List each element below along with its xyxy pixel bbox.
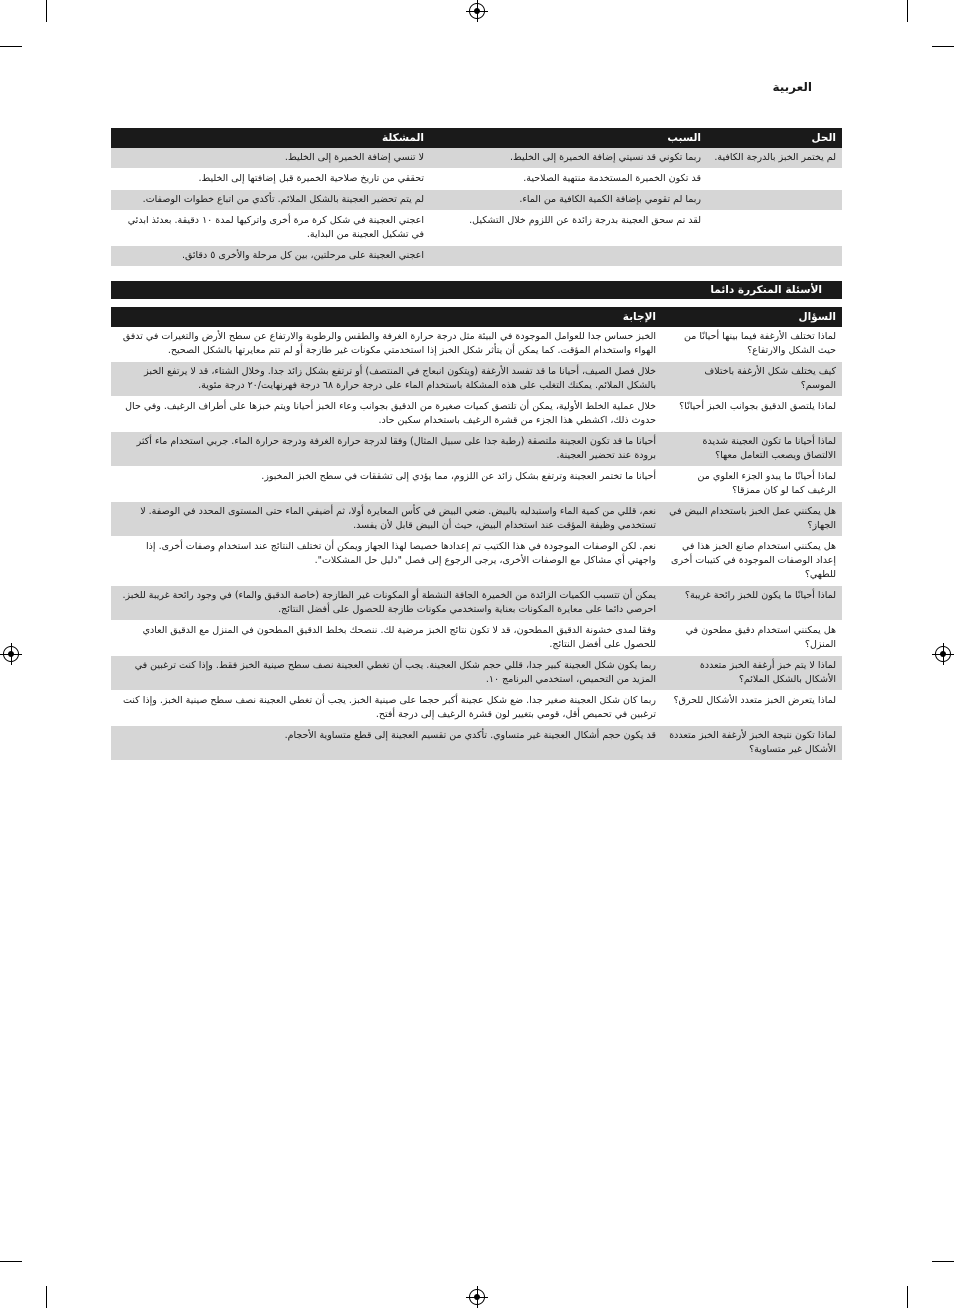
table-row bbox=[111, 467, 842, 502]
table-row bbox=[111, 621, 842, 656]
table-row bbox=[111, 211, 842, 246]
question-cell: لماذا أحيانًا ما يبدو الجزء العلوي من الرغيف كما لو كان ممزقا؟ bbox=[662, 467, 842, 502]
solution-cell bbox=[707, 190, 842, 211]
table-row bbox=[111, 327, 842, 362]
solution-cell bbox=[707, 169, 842, 190]
header-question: السؤال bbox=[662, 307, 842, 327]
faq-section-title bbox=[111, 281, 842, 299]
cause-cell bbox=[430, 246, 707, 267]
question-cell: كيف يختلف شكل الأرغفة باختلاف الموسم؟ bbox=[662, 362, 842, 397]
answer-cell: أحيانا ما تختمر العجينة وترتفع بشكل زائد عن اللزوم، مما يؤدي إلى تشققات في سطح الخبز المخبوز. bbox=[111, 467, 662, 502]
crop-mark bbox=[0, 1261, 22, 1262]
answer-cell: الخبز حساس جدا للعوامل الموجودة في البيئة مثل درجة حرارة الغرفة والطقس والرطوبة والارتفاع عن سطح الأرض والتغيرات في تدفق الهواء واستخدام المؤقت. كما يمكن أن يتأثر شكل الخبز إذا استخدمتي مكونات غير طازجة أو لم تتم معايرتها بالشكل الصحيح. bbox=[111, 327, 662, 362]
problem-cell: اعجني العجينة على مرحلتين، بين كل مرحلة والأخرى ٥ دقائق. bbox=[111, 246, 430, 267]
table-row bbox=[111, 691, 842, 726]
table-row bbox=[111, 537, 842, 586]
answer-cell: ربما يكون شكل العجينة كبير جدا، قللي حجم شكل العجينة. يجب أن تغطي العجينة نصف سطح صينية الخبز فقط. وإذا كنت ترغبين في المزيد من التحميص، استخدمي البرنامج ١٠. bbox=[111, 656, 662, 691]
problem-cell: لا تنسي إضافة الخميرة إلى الخليط. bbox=[111, 148, 430, 169]
question-cell: لماذا أحيانا ما تكون العجينة شديدة الالتصاق ويصعب التعامل معها؟ bbox=[662, 432, 842, 467]
header-solution: الحل bbox=[707, 128, 842, 148]
table-header-row bbox=[111, 128, 842, 148]
question-cell: لماذا يتعرض الخبز متعدد الأشكال للحرق؟ bbox=[662, 691, 842, 726]
table-row bbox=[111, 246, 842, 267]
question-cell: لماذا يلتصق الدقيق بجوانب الخبز أحيانًا؟ bbox=[662, 397, 842, 432]
question-cell: هل يمكنني استخدام دقيق مطحون في المنزل؟ bbox=[662, 621, 842, 656]
registration-mark-icon bbox=[3, 646, 19, 662]
crop-mark bbox=[907, 1286, 908, 1308]
answer-cell: ربما كان شكل العجينة صغير جدا. ضع شكل عجينة أكبر حجما على صينية الخبز. يجب أن تغطي العجينة نصف سطح صينية الخبز. وإذا كنت ترغبين في تحميص أقل، قومي بتغيير لون قشرة الرغيف إلى درجة أفتح. bbox=[111, 691, 662, 726]
answer-cell: خلال عملية الخلط الأولية، يمكن أن تلتصق كميات صغيرة من الدقيق بجوانب وعاء الخبز أحيانا ويتم خبزها على أطراف الرغيف. وفي حال حدوث ذلك، اكشطي هذا الجزء من قشرة الرغيف باستخدام سكين حاد. bbox=[111, 397, 662, 432]
question-cell: لماذا تختلف الأرغفة فيما بينها أحيانًا من حيث الشكل والارتفاع؟ bbox=[662, 327, 842, 362]
crop-mark bbox=[907, 0, 908, 22]
language-heading: العربية bbox=[772, 80, 812, 94]
question-cell: لماذا لا يتم خبز أرغفة الخبز متعددة الأشكال بالشكل الملائم؟ bbox=[662, 656, 842, 691]
question-cell: لماذا أحيانًا ما يكون للخبز رائحة غريبة؟ bbox=[662, 586, 842, 621]
faq-table bbox=[111, 307, 842, 761]
table-row bbox=[111, 190, 842, 211]
answer-cell: أحيانا ما قد تكون العجينة ملتصقة (رطبة جدا على سبيل المثال) وفقا لدرجة حرارة الغرفة ودرجة حرارة الماء. جربي استخدام ماء أكثر برودة عند تحضير العجينة. bbox=[111, 432, 662, 467]
table-row bbox=[111, 502, 842, 537]
answer-cell: نعم. لكن الوصفات الموجودة في هذا الكتيب تم إعدادها خصيصا لهذا الجهاز ويمكن أن تختلف النتائج عند استخدام وصفات أخرى. إذا واجهتي أي مشاكل مع الوصفات الأخرى، يرجى الرجوع إلى فصل "دليل حل المشكلات". bbox=[111, 537, 662, 586]
answer-cell: قد يكون حجم أشكال العجينة غير متساوي. تأكدي من تقسيم العجينة إلى قطع متساوية الأحجام. bbox=[111, 726, 662, 761]
answer-cell: نعم، قللي من كمية الماء واستبدليه بالبيض. ضعي البيض في كأس المعايرة أولا، ثم أضيفي الماء حتى المستوى المحدد في الوصفة. لا تستخدمي وظيفة المؤقت عند استخدام البيض، حيث أن البيض قابل لأن يفسد. bbox=[111, 502, 662, 537]
table-header-row bbox=[111, 307, 842, 327]
question-cell: لماذا تكون نتيجة الخبز لأرغفة الخبز متعددة الأشكال غير متساوية؟ bbox=[662, 726, 842, 761]
registration-mark-icon bbox=[469, 1289, 485, 1305]
header-problem: المشكلة bbox=[111, 128, 430, 148]
table-row bbox=[111, 169, 842, 190]
table-row bbox=[111, 397, 842, 432]
question-cell: هل يمكنني عمل الخبز باستخدام البيض في الجهاز؟ bbox=[662, 502, 842, 537]
cause-cell: ربما لم تقومي بإضافة الكمية الكافية من الماء. bbox=[430, 190, 707, 211]
crop-mark bbox=[932, 1261, 954, 1262]
registration-mark-icon bbox=[935, 646, 951, 662]
cause-cell: لقد تم سحق العجينة بدرجة زائدة عن اللزوم خلال التشكيل. bbox=[430, 211, 707, 246]
header-cause: السبب bbox=[430, 128, 707, 148]
table-row bbox=[111, 586, 842, 621]
table-row bbox=[111, 362, 842, 397]
table-row bbox=[111, 148, 842, 169]
solution-cell: لم يختمر الخبز بالدرجة الكافية. bbox=[707, 148, 842, 169]
answer-cell: خلال فصل الصيف، أحيانا ما قد تفسد الأرغفة (ويتكون انبعاج في المنتصف) أو ترتفع بشكل زائد جدا. وخلال الشتاء، قد لا يرتفع الخبز بالشكل الملائم. يمكنك التغلب على هذه المشكلة باستخدام الماء على درجة حرارة ٦٨ درجة فهرنهايت/٢٠ درجة مئوية. bbox=[111, 362, 662, 397]
problem-cell: تحققي من تاريخ صلاحية الخميرة قبل إضافتها إلى الخليط. bbox=[111, 169, 430, 190]
crop-mark bbox=[0, 46, 22, 47]
header-answer: الإجابة bbox=[111, 307, 662, 327]
crop-mark bbox=[46, 0, 47, 22]
table-row bbox=[111, 432, 842, 467]
problem-cell: لم يتم تحضير العجينة بالشكل الملائم. تأكدي من اتباع خطوات الوصفات. bbox=[111, 190, 430, 211]
crop-mark bbox=[46, 1286, 47, 1308]
troubleshooting-table bbox=[111, 128, 842, 267]
cause-cell: قد تكون الخميرة المستخدمة منتهية الصلاحية. bbox=[430, 169, 707, 190]
answer-cell: يمكن أن تتسبب الكميات الزائدة من الخميرة الجافة النشطة أو المكونات غير الطازجة (خاصة الدقيق والماء) في وجود رائحة غريبة للخبز. احرصي دائما على معايرة المكونات بعناية واستخدمي مكونات طازجة للحصول على أفضل النتائج. bbox=[111, 586, 662, 621]
cause-cell: ربما تكوني قد نسيتي إضافة الخميرة إلى الخليط. bbox=[430, 148, 707, 169]
table-row bbox=[111, 726, 842, 761]
problem-cell: اعجني العجينة في شكل كرة مرة أخرى واتركيها لمدة ١٠ دقيقة. بعدئذ ابدئي في تشكيل العجينة من البداية. bbox=[111, 211, 430, 246]
solution-cell bbox=[707, 246, 842, 267]
faq-title-text: الأسئلة المتكررة دائما bbox=[710, 284, 822, 296]
crop-mark bbox=[932, 46, 954, 47]
registration-mark-icon bbox=[469, 3, 485, 19]
question-cell: هل يمكنني استخدام صانع الخبز هذا في إعداد الوصفات الموجودة في كتيبات أخرى للطهي؟ bbox=[662, 537, 842, 586]
table-row bbox=[111, 656, 842, 691]
answer-cell: وفقا لمدى خشونة الدقيق المطحون، قد لا تكون نتائج الخبز مرضية لك. ننصحك بخلط الدقيق المطحون في المنزل مع الدقيق العادي للحصول على أفضل النتائج. bbox=[111, 621, 662, 656]
solution-cell bbox=[707, 211, 842, 246]
